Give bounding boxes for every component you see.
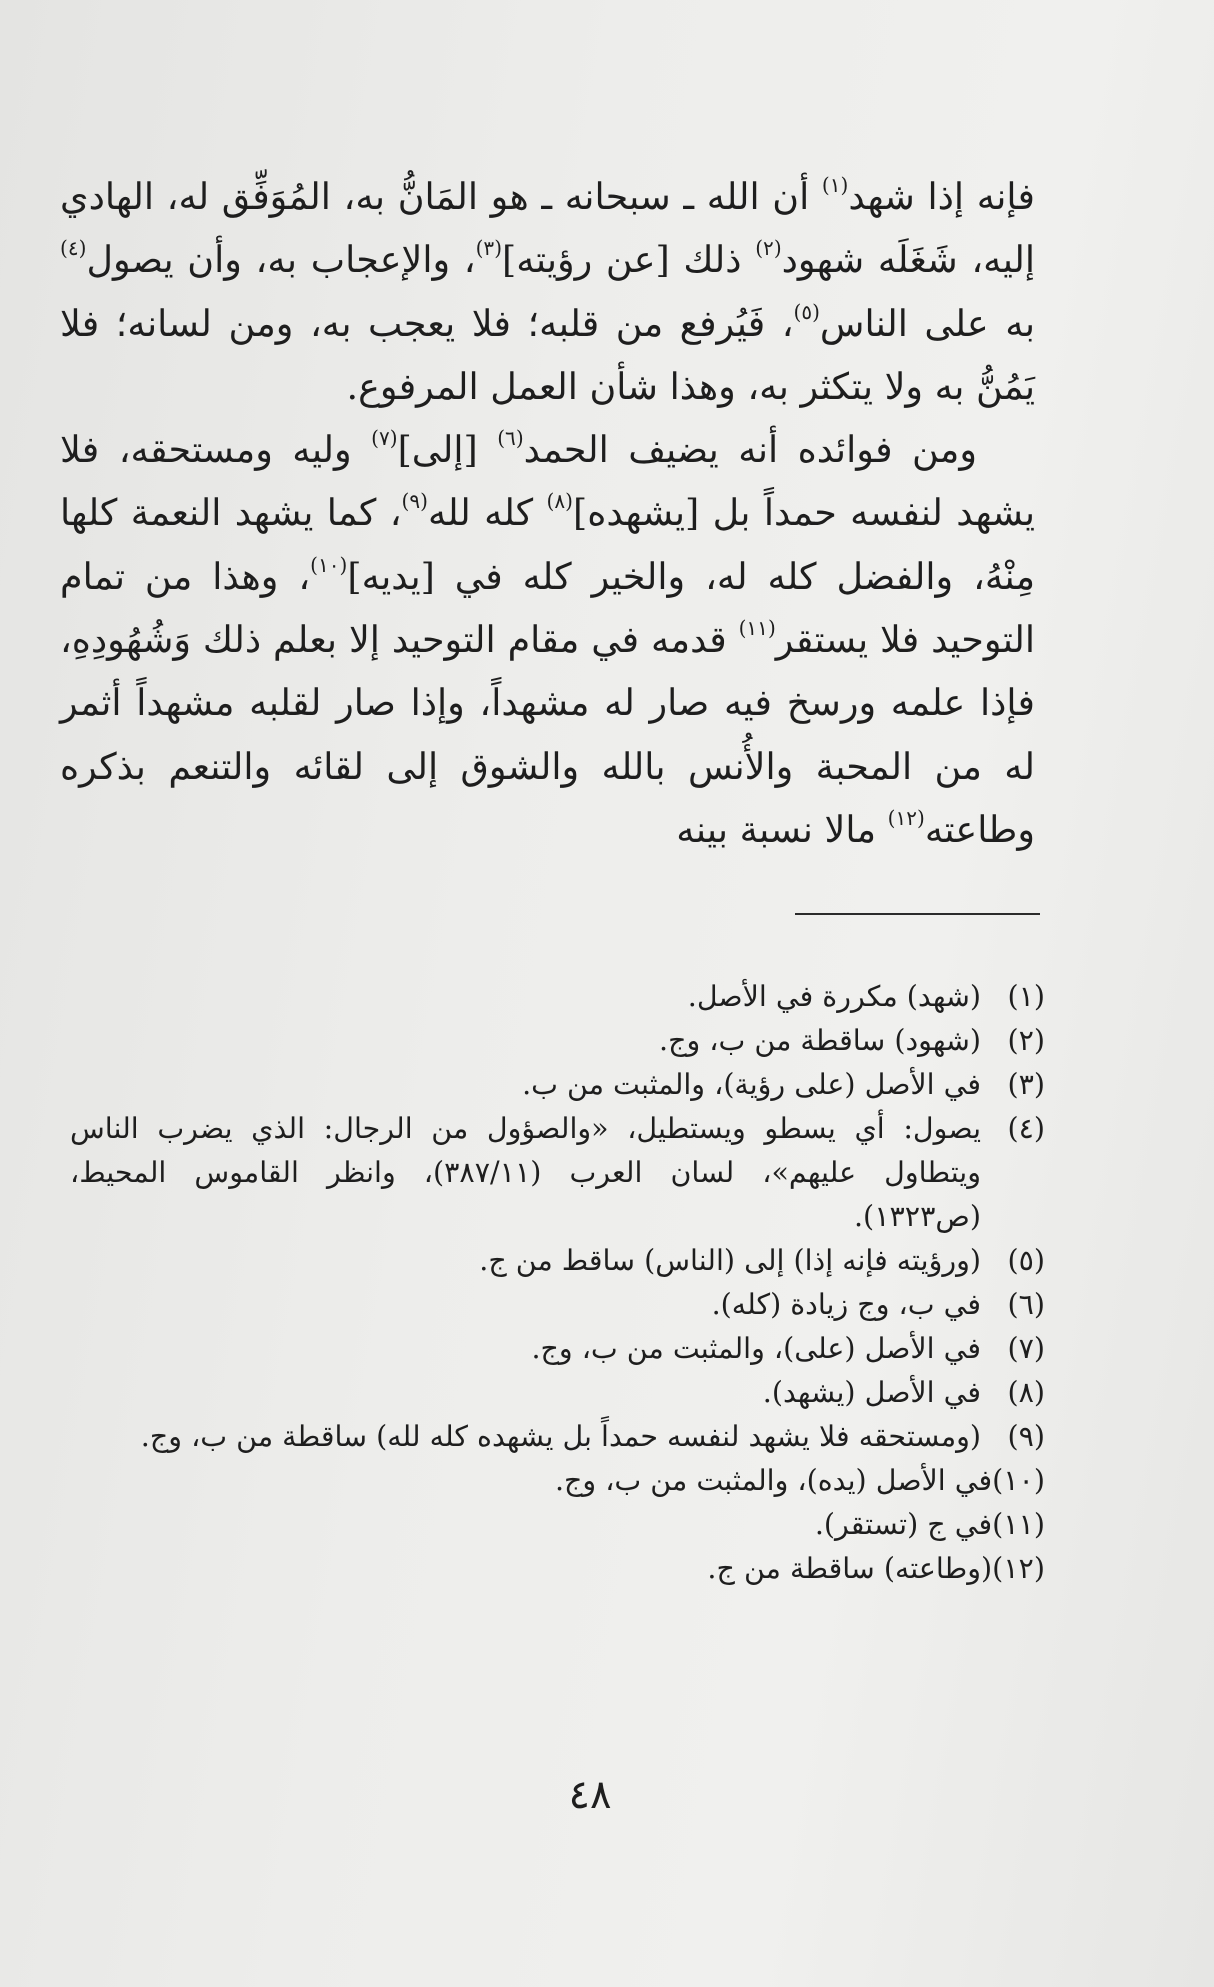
footnote-item bbox=[70, 1503, 1045, 1547]
footnote-item bbox=[70, 1239, 1045, 1283]
footnote-item bbox=[70, 1283, 1045, 1327]
main-text bbox=[60, 165, 1035, 861]
footnote-number: (٧) bbox=[1007, 1332, 1045, 1365]
text-run: قدمه في مقام التوحيد إلا بعلم ذلك وَشُهُودِهِ، فإذا علمه ورسخ فيه صار له مشهداً، وإذا صار لقلبه مشهداً أثمر له من المحبة والأُنس بالله والشوق إلى لقائه والتنعم بذكره وطاعته bbox=[60, 618, 1035, 851]
footnote-text: في ج (تستقر). bbox=[814, 1508, 993, 1541]
footnote-number: (٤) bbox=[1007, 1112, 1045, 1145]
footnote-number: (١٠) bbox=[992, 1464, 1045, 1497]
text-run: كله لله bbox=[427, 491, 547, 535]
text-run: ، فَيُرفع من قلبه؛ فلا يعجب به، ومن لسانه؛ فلا يَمُنُّ به ولا يتكثر به، وهذا شأن العمل المرفوع. bbox=[60, 301, 1035, 408]
footnote-number: (٩) bbox=[1007, 1420, 1045, 1453]
footnote-marker: (٩) bbox=[401, 489, 428, 514]
footnote-text: يصول: أي يسطو ويستطيل، «والصؤول من الرجال: الذي يضرب الناس ويتطاول عليهم»، لسان العرب (٣٨٧/١١)، وانظر القاموس المحيط، (ص١٣٢٣). bbox=[70, 1112, 981, 1233]
footnote-item bbox=[70, 1327, 1045, 1371]
footnote-number: (١١) bbox=[992, 1508, 1045, 1541]
text-run: أن الله ـ سبحانه ـ هو المَانُّ به، المُوَفِّق له، الهادي إليه، شَغَلَه شهود bbox=[60, 175, 1035, 282]
footnote-text: (شهد) مكررة في الأصل. bbox=[687, 980, 981, 1013]
footnotes bbox=[70, 975, 1045, 1591]
footnote-item bbox=[70, 1459, 1045, 1503]
text-run: مالا نسبة بينه bbox=[676, 807, 888, 851]
footnote-text: (وطاعته) ساقطة من ج. bbox=[707, 1552, 993, 1585]
page-number: ٤٨ bbox=[568, 1772, 612, 1818]
text-run: ، كما يشهد النعمة كلها مِنْهُ، والفضل كله له، والخير كله في [يديه] bbox=[60, 491, 1036, 598]
footnote-item bbox=[70, 1371, 1045, 1415]
footnote-text: في ب، وج زيادة (كله). bbox=[711, 1288, 981, 1321]
footnote-item bbox=[70, 1019, 1045, 1063]
footnote-text: في الأصل (يشهد). bbox=[762, 1376, 981, 1409]
footnote-item bbox=[70, 1063, 1045, 1107]
footnote-item bbox=[70, 1547, 1045, 1591]
footnote-number: (٥) bbox=[1007, 1244, 1045, 1277]
footnote-text: في الأصل (على)، والمثبت من ب، وج. bbox=[531, 1332, 981, 1365]
footnote-text: (ورؤيته فإنه إذا) إلى (الناس) ساقط من ج. bbox=[479, 1244, 981, 1277]
footnote-marker: (١) bbox=[821, 172, 849, 197]
footnote-number: (٣) bbox=[1007, 1068, 1045, 1101]
footnote-marker: (١١) bbox=[738, 616, 776, 641]
paragraph-1 bbox=[60, 165, 1035, 418]
footnote-marker: (٧) bbox=[371, 426, 398, 451]
footnote-text: في الأصل (على رؤية)، والمثبت من ب. bbox=[522, 1068, 981, 1101]
footnote-number: (٨) bbox=[1007, 1376, 1045, 1409]
footnote-number: (٢) bbox=[1007, 1024, 1045, 1057]
text-run: ذلك [عن رؤيته] bbox=[502, 238, 756, 282]
footnote-marker: (٣) bbox=[475, 236, 503, 261]
footnote-item bbox=[70, 1107, 1045, 1239]
footnote-marker: (٢) bbox=[755, 236, 782, 261]
footnote-item bbox=[70, 975, 1045, 1019]
text-run: ، والإعجاب به، وأن يصول bbox=[86, 238, 476, 282]
text-run: ، وهذا من تمام التوحيد فلا يستقر bbox=[60, 554, 1035, 662]
footnote-marker: (٦) bbox=[497, 426, 524, 451]
footnote-text: في الأصل (يده)، والمثبت من ب، وج. bbox=[554, 1464, 993, 1497]
footnote-number: (٦) bbox=[1007, 1288, 1045, 1321]
footnote-marker: (١٠) bbox=[310, 552, 348, 577]
footnote-marker: (٥) bbox=[793, 299, 820, 324]
footnote-text: (شهود) ساقطة من ب، وج. bbox=[659, 1024, 981, 1057]
footnote-number: (١) bbox=[1007, 980, 1045, 1013]
footnote-marker: (٤) bbox=[60, 236, 87, 261]
paragraph-2 bbox=[60, 418, 1035, 861]
footnote-separator bbox=[795, 913, 1040, 915]
text-run: [إلى] bbox=[397, 428, 498, 472]
footnote-number: (١٢) bbox=[992, 1552, 1045, 1585]
text-run: به على الناس bbox=[819, 301, 1035, 345]
text-run: وليه ومستحقه، فلا يشهد لنفسه حمداً بل [يشهده] bbox=[60, 428, 1035, 535]
footnote-marker: (١٢) bbox=[887, 805, 925, 830]
footnote-item bbox=[70, 1415, 1045, 1459]
footnote-marker: (٨) bbox=[546, 489, 573, 514]
text-run: ومن فوائده أنه يضيف الحمد bbox=[523, 428, 977, 472]
footnote-text: (ومستحقه فلا يشهد لنفسه حمداً بل يشهده كله لله) ساقطة من ب، وج. bbox=[140, 1420, 981, 1453]
text-run: فإنه إذا شهد bbox=[848, 175, 1036, 218]
